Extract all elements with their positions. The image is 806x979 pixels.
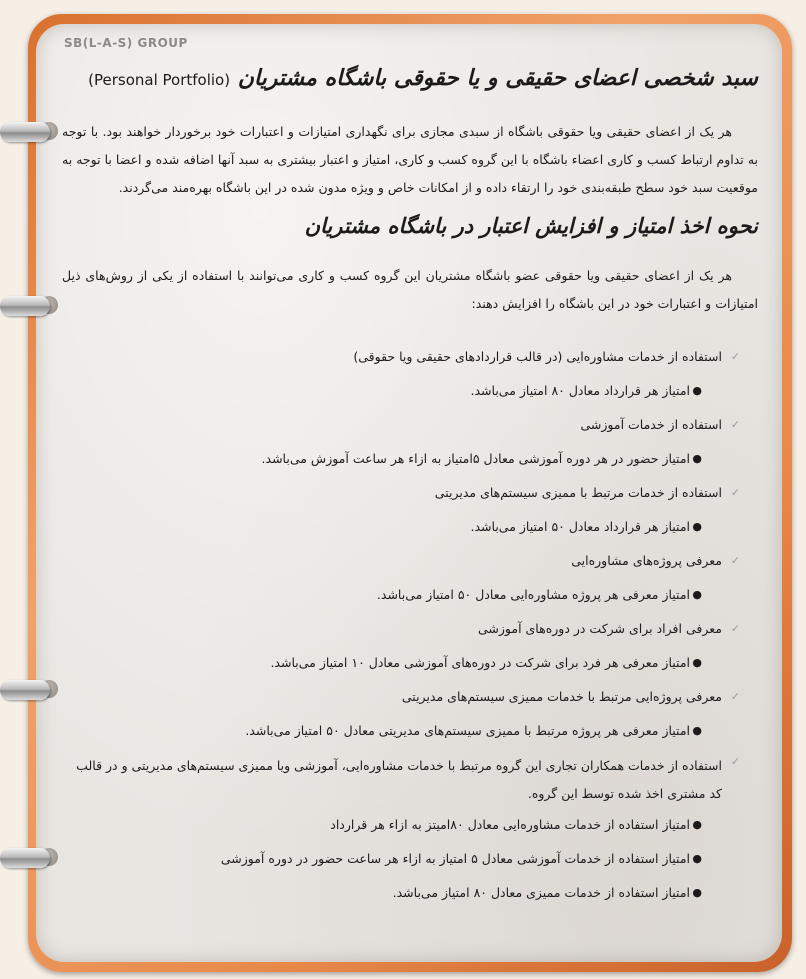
method-subitem [62,578,758,612]
subitem-text: امتیاز استفاده از خدمات مشاوره‌ایی معادل ۸۰امیتز به ازاء هر قرارداد [330,817,690,832]
title-latin: (Personal Portfolio) [88,71,231,89]
method-item [62,544,758,578]
title-text: سبد شخصی اعضای حقیقی و یا حقوقی باشگاه مشتریان [237,65,758,91]
bullet-icon: ● [692,588,702,601]
subitem-text: امتیاز حضور در هر دوره آموزشی معادل ۵امتیاز به ازاء هر ساعت آموزش می‌باشد. [261,451,690,466]
binder-ring [0,680,50,700]
checkmark-icon: ✓ [730,554,740,567]
subitem-text: امتیاز استفاده از خدمات ممیزی معادل ۸۰ امتیاز می‌باشد. [392,885,690,900]
bullet-icon: ● [692,520,702,533]
subitem-text: امتیاز استفاده از خدمات آموزشی معادل ۵ امتیاز به ازاء هر ساعت حضور در دوره آموزشی [220,851,690,866]
method-item [62,476,758,510]
bullet-icon: ● [692,818,702,831]
bullet-icon: ● [692,886,702,899]
method-item [62,340,758,374]
subitem-text: امتیاز معرفی هر پروژه مشاوره‌ایی معادل ۵۰ امتیاز می‌باشد. [376,587,690,602]
brand-logo: SB(L-A-S) GROUP [64,36,188,50]
method-label: معرفی پروژه‌ایی مرتبط با خدمات ممیزی سیستم‌های مدیریتی [401,689,722,704]
method-label: استفاده از خدمات همکاران تجاری این گروه مرتبط با خدمات مشاوره‌ایی، آموزشی ویا ممیزی سیستم‌های مدیریتی و در قالب کد مشتری اخذ شده توسط این گروه. [76,758,722,801]
checkmark-icon: ✓ [730,350,740,363]
section-heading: نحوه اخذ امتیاز و افزایش اعتبار در باشگاه مشتریان [304,213,758,238]
method-item [62,680,758,714]
method-subitem [62,510,758,544]
checkmark-icon: ✓ [730,690,740,703]
method-subitem [62,842,758,876]
section-paragraph: هر یک از اعضای حقیقی ویا حقوقی عضو باشگاه مشتریان این گروه کسب و کاری می‌توانند با استفاده از یکی از روش‌های ذیل امتیازات و اعتبارات خود در این باشگاه را افزایش دهند: [62,268,758,311]
method-label: معرفی افراد برای شرکت در دوره‌های آموزشی [477,621,722,636]
method-label: استفاده از خدمات آموزشی [580,417,722,432]
document-content [62,58,758,910]
binder-ring [0,296,50,316]
subitem-text: امتیاز هر قرارداد معادل ۵۰ امتیاز می‌باشد. [470,519,690,534]
bullet-icon: ● [692,724,702,737]
method-label: استفاده از خدمات مرتبط با ممیزی سیستم‌های مدیریتی [434,485,722,500]
method-label: معرفی پروژه‌های مشاوره‌ایی [571,553,722,568]
checkmark-icon: ✓ [730,755,740,768]
method-item [62,612,758,646]
bullet-icon: ● [692,656,702,669]
checkmark-icon: ✓ [730,418,740,431]
method-subitem [62,442,758,476]
subitem-text: امتیاز معرفی هر فرد برای شرکت در دوره‌های آموزشی معادل ۱۰ امتیاز می‌باشد. [270,655,690,670]
subitem-text: امتیاز معرفی هر پروژه مرتبط با ممیزی سیستم‌های مدیریتی معادل ۵۰ امتیاز می‌باشد. [245,723,690,738]
binder-ring [0,848,50,868]
binder-ring [0,122,50,142]
subitem-text: امتیاز هر قرارداد معادل ۸۰ امتیاز می‌باشد. [470,383,690,398]
method-list [62,340,758,910]
method-subitem [62,714,758,748]
method-label: استفاده از خدمات مشاوره‌ایی (در قالب قراردادهای حقیقی ویا حقوقی) [353,349,722,364]
bullet-icon: ● [692,384,702,397]
method-item [62,408,758,442]
bullet-icon: ● [692,452,702,465]
method-subitem [62,876,758,910]
method-item [62,748,758,808]
intro-paragraph: هر یک از اعضای حقیقی ویا حقوقی باشگاه از سبدی مجازی برای نگهداری امتیازات و اعتبارات خود برخوردار خواهند بود. با توجه به تداوم ارتباط کسب و کاری اعضاء باشگاه با این گروه کسب و کاری، امتیاز و اعتبار بیشتری به سبد آنها اضافه شده و اعضا با توجه به موقعیت سبد خود سطح طبقه‌بندی خود را ارتقاء داده و از امکانات خاص و ویژه مدون شده در این باشگاه بهره‌مند می‌گردند. [62,124,758,195]
method-subitem [62,374,758,408]
checkmark-icon: ✓ [730,486,740,499]
page-title [62,58,758,100]
checkmark-icon: ✓ [730,622,740,635]
method-subitem [62,646,758,680]
method-subitem [62,808,758,842]
bullet-icon: ● [692,852,702,865]
